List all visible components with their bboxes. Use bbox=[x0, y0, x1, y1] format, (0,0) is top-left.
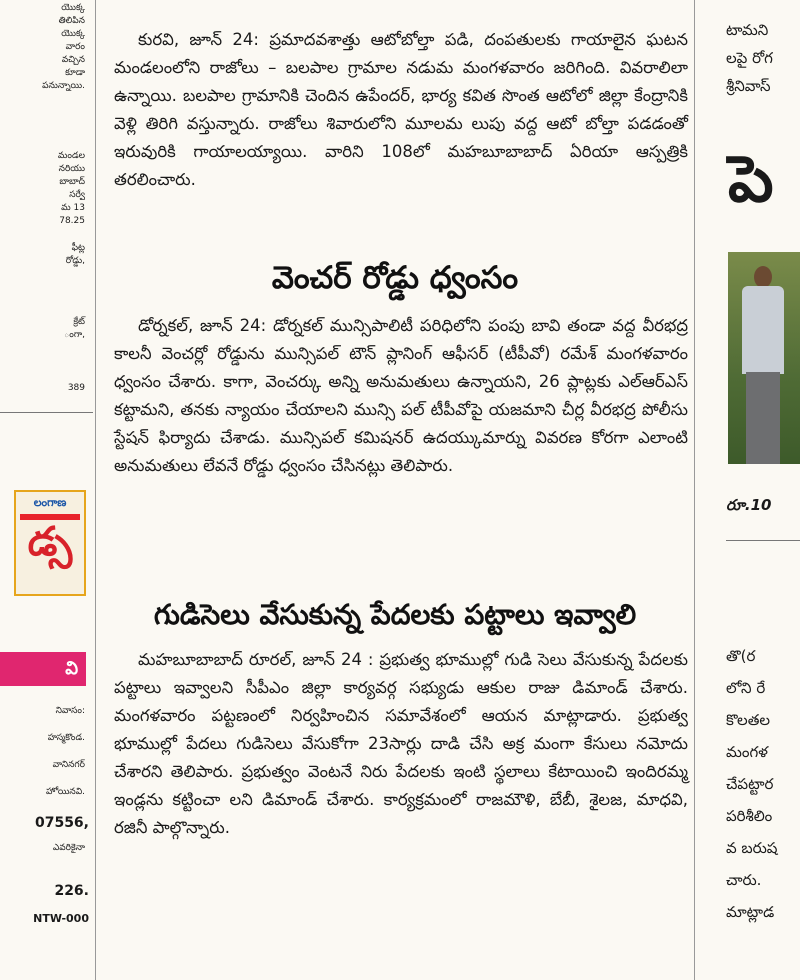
left-divider bbox=[0, 412, 93, 413]
text-line: నివాసం: bbox=[55, 706, 85, 716]
text-line: యొక్క bbox=[61, 3, 85, 13]
text-line: తొ(ర bbox=[726, 647, 756, 665]
main-article-column bbox=[100, 0, 690, 980]
text-line: 78.25 bbox=[59, 216, 85, 226]
left-fragment-block-4 bbox=[0, 316, 89, 342]
column-rule-left bbox=[95, 0, 96, 980]
text-line: టామని bbox=[726, 21, 769, 39]
person-shirt bbox=[742, 286, 784, 374]
text-line: వచ్చిన bbox=[61, 55, 85, 65]
text-line: రోడ్డు, bbox=[65, 256, 85, 266]
ad-title: లంగాణ bbox=[33, 496, 67, 509]
left-fragment-block-6 bbox=[0, 698, 89, 806]
text-line: యొక్క bbox=[61, 29, 85, 39]
text-line: హస్మకొండ. bbox=[47, 733, 85, 743]
column-rule-right bbox=[694, 0, 695, 980]
text-line: ంగా, bbox=[64, 330, 85, 340]
text-line: చారు. bbox=[726, 871, 762, 889]
left-fragment-block-7 bbox=[0, 842, 89, 855]
article-3-body: మహబూబాబాద్ రూరల్, జూన్ 24 : ప్రభుత్వ భూముల్లో గుడి సెలు వేసుకున్న పేదలకు పట్టాలు ఇవ్వాలని సీపీఎం జిల్లా కార్యవర్గ సభ్యుడు ఆకుల రాజు డిమాండ్ చేశారు. మంగళవారం పట్టణంలో నిర్వహించిన సమావేశంలో ఆయన మాట్లాడారు. ప్రభుత్వ భూముల్లో పేదలు గుడిసెలు వేసుకోగా 23సార్లు దాడి చేసి అక్ర మంగా కేసులు నమోదు చేశారని తెలిపారు. ప్రభుత్వం వెంటనే నిరు పేదలకు ఇంటి స్థలాలు కేటాయించి ఇందిరమ్మ ఇండ్లను కట్టించా లని డిమాండ్ చేశారు. కార్యక్రమంలో రాజమౌళి, బేబీ, శైలజ, మాధవి, రజినీ పాల్గొన్నారు. bbox=[114, 650, 688, 837]
person-photo bbox=[728, 252, 800, 464]
number-2-wrap bbox=[0, 880, 93, 899]
ad-glyph: డ్స bbox=[27, 519, 73, 565]
text-line: చేపట్టార bbox=[726, 775, 774, 793]
text-line: లోని రే bbox=[726, 679, 766, 697]
text-line: పనున్నాయి. bbox=[42, 81, 85, 91]
number-1: 07556, bbox=[34, 815, 89, 831]
text-line: మంగళ bbox=[726, 743, 768, 761]
photo-caption: రూ.10 bbox=[726, 496, 772, 514]
text-line: వానినగర్ bbox=[52, 760, 85, 770]
text-line: పరిశీలిం bbox=[726, 807, 773, 825]
text-line: నరియు bbox=[58, 164, 85, 174]
text-line: మ 13 bbox=[61, 203, 85, 213]
big-headline-glyph: పె bbox=[728, 143, 774, 217]
right-top-lines bbox=[700, 16, 773, 100]
number-2: 226. bbox=[54, 883, 89, 899]
text-line: కూడా bbox=[65, 68, 85, 78]
text-line: ఫీట్ల bbox=[71, 243, 85, 253]
right-divider bbox=[726, 540, 800, 541]
text-line: లపై రోగ bbox=[726, 49, 773, 67]
text-line: వారం bbox=[65, 42, 85, 52]
code-label: NTW-000 bbox=[33, 912, 89, 925]
text-line: క్రేట్ bbox=[73, 317, 85, 327]
text-line: హోయినవి. bbox=[46, 787, 85, 797]
text-line: శ్రీనివాస్ bbox=[726, 77, 771, 95]
text-line: మండల bbox=[57, 151, 85, 161]
right-bottom-lines bbox=[700, 640, 777, 928]
number-1-wrap bbox=[0, 812, 93, 831]
advertisement-box bbox=[14, 490, 86, 596]
text-line: సర్వే bbox=[69, 190, 85, 200]
section-tab: వి bbox=[0, 652, 86, 686]
left-fragment-block-1 bbox=[0, 2, 89, 93]
text-line: తిలిపిన bbox=[58, 16, 85, 26]
text-line: 389 bbox=[67, 383, 85, 393]
headline-venture-road: వెంచర్ రోడ్డు ధ్వంసం bbox=[271, 260, 519, 296]
text-line: కొలతల bbox=[726, 711, 770, 729]
left-fragment-block-3 bbox=[0, 242, 89, 268]
text-line: మాట్లాడ bbox=[726, 903, 775, 921]
left-fragment-block-5 bbox=[0, 382, 89, 395]
person-head bbox=[754, 266, 772, 288]
text-line: బాబాద్ bbox=[59, 177, 85, 187]
person-legs bbox=[746, 372, 780, 464]
headline-huts-pattas: గుడిసెలు వేసుకున్న పేదలకు పట్టాలు ఇవ్వాలి bbox=[153, 598, 637, 631]
left-fragment-block-2 bbox=[0, 150, 89, 228]
right-column bbox=[700, 0, 800, 980]
text-line: ఎవరికైనా bbox=[52, 843, 85, 853]
article-2-body: డోర్నకల్, జూన్ 24: డోర్నకల్ మున్సిపాలిటీ పరిధిలోని పంపు బావి తండా వద్ద వీరభద్ర కాలనీ వెంచర్లో రోడ్డును మున్సిపల్ టౌన్ ప్లానింగ్ ఆఫీసర్ (టీపీవో) రమేశ్ మంగళవారం ధ్వంసం చేశారు. కాగా, వెంచర్కు అన్ని అనుమతులు ఉన్నాయని, 26 ప్లాట్లకు ఎల్ఆర్ఎస్ కట్టామని, తనకు న్యాయం చేయాలని మున్సి పల్ టీపీవోపై యజమాని చీర్ల వీరభద్ర పోలీసు స్టేషన్ ఫిర్యాదు చేశాడు. మున్సిపల్ కమిషనర్ ఉదయ్కుమార్ను వివరణ కోరగా ఎలాంటి అనుమతులు లేవనే రోడ్డు ధ్వంసం చేసినట్లు తెలిపారు. bbox=[114, 316, 688, 475]
article-1-body: కురవి, జూన్ 24: ప్రమాదవశాత్తు ఆటోబోల్తా పడి, దంపతులకు గాయాలైన ఘటన మండలంలోని రాజోలు – బలపాల గ్రామాల నడుమ మంగళవారం జరిగింది. వివరాలిలా ఉన్నాయి. బలపాల గ్రామానికి చెందిన ఉపేందర్, భార్య కవిత సొంత ఆటోలో జిల్లా కేంద్రానికి వెళ్లి తిరిగి వస్తున్నారు. రాజోలు శివారులోని మూలమ లుపు వద్ద ఆటో బోల్తా పడడంతో ఇరువురికి గాయాలయ్యాయి. వారిని 108లో మహబూబాబాద్ ఏరియా ఆస్పత్రికి తరలించారు. bbox=[114, 30, 688, 189]
left-column bbox=[0, 0, 93, 980]
text-line: వ బరుష bbox=[726, 839, 778, 857]
